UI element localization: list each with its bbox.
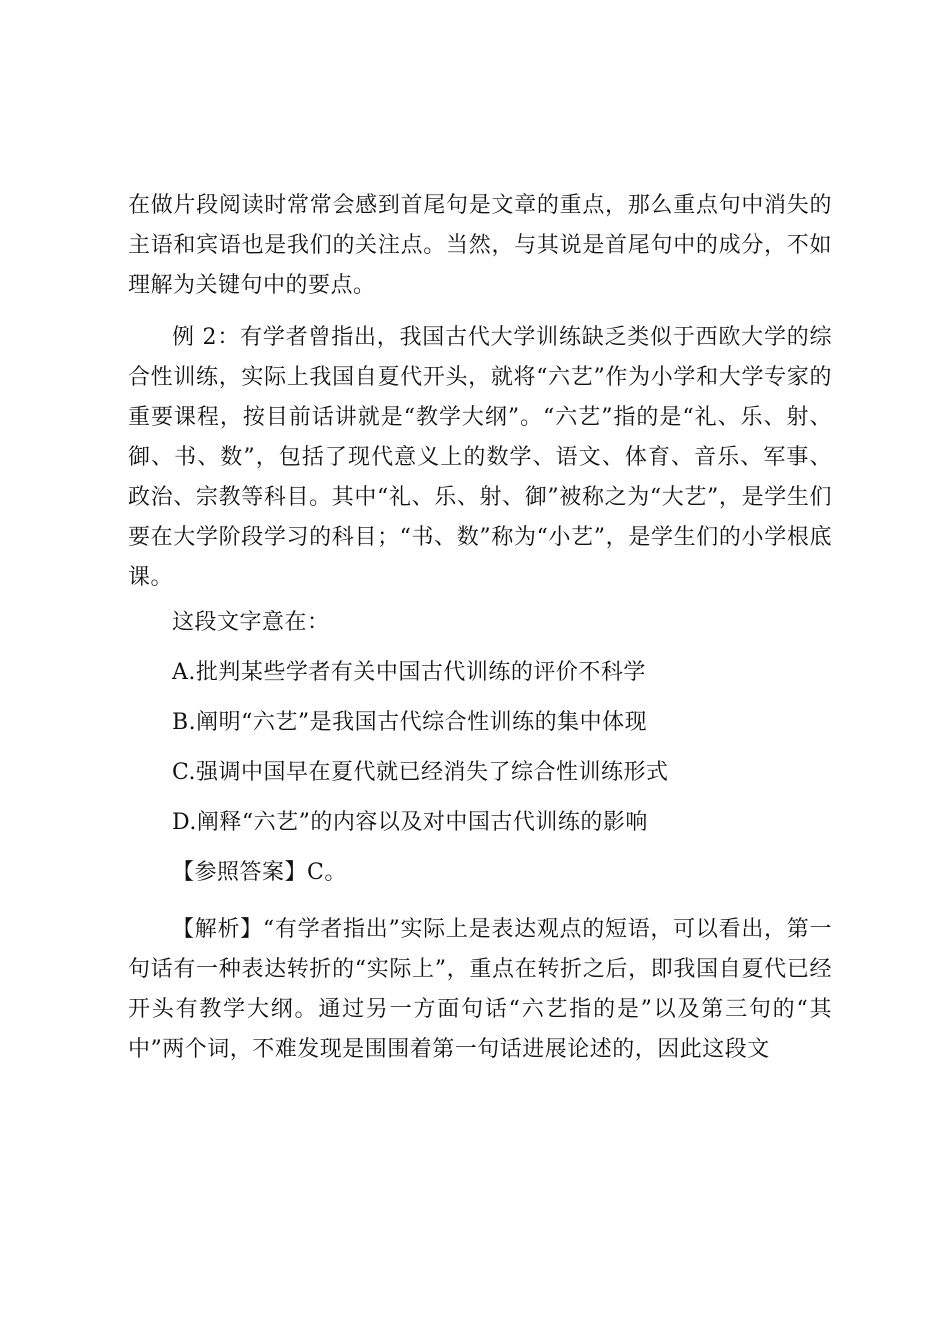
- option-c: C.强调中国早在夏代就已经消失了综合性训练形式: [172, 760, 669, 785]
- option-d: D.阐释“六艺”的内容以及对中国古代训练的影响: [172, 810, 648, 835]
- analysis-paragraph: 【解析】“有学者指出”实际上是表达观点的短语，可以看出，第一句话有一种表达转折的“实际上”，重点在转折之后，即我国自夏代已经开头有教学大纲。通过另一方面句话“六艺指的是”以及第三句的“其中”两个词，不难发现是围围着第一句话进展论述的，因此这段文: [128, 917, 832, 1062]
- answer-line: 【参照答案】C。: [172, 860, 347, 885]
- option-b: B.阐明“六艺”是我国古代综合性训练的集中体现: [172, 710, 648, 735]
- question-prompt: 这段文字意在：: [172, 610, 330, 635]
- example-paragraph: 例 2：有学者曾指出，我国古代大学训练缺乏类似于西欧大学的综合性训练，实际上我国自夏代开头，就将“六艺”作为小学和大学专家的重要课程，按目前话讲就是“教学大纲”。“六艺”指的是“礼、乐、射、御、书、数”，包括了现代意义上的数学、语文、体育、音乐、军事、政治、宗教等科目。其中“礼、乐、射、御”被称之为“大艺”，是学生们要在大学阶段学习的科目；“书、数”称为“小艺”，是学生们的小学根底课。: [128, 325, 832, 590]
- option-a: A.批判某些学者有关中国古代训练的评价不科学: [172, 660, 646, 685]
- intro-paragraph: 在做片段阅读时常常会感到首尾句是文章的重点，那么重点句中消失的主语和宾语也是我们的关注点。当然，与其说是首尾句中的成分，不如理解为关键句中的要点。: [128, 193, 832, 298]
- document-body: [128, 186, 832, 1070]
